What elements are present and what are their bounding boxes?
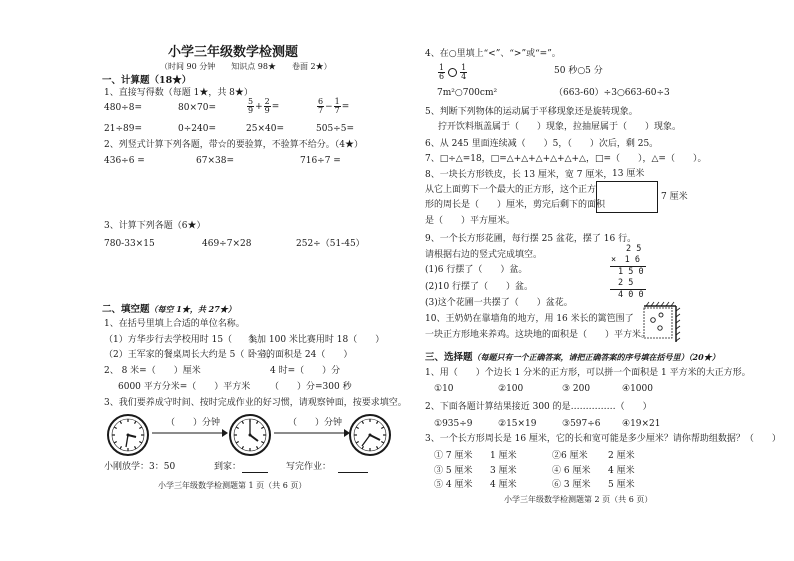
s2-q1: 1、在括号里填上合适的单位名称。 — [104, 319, 245, 329]
s2-q1-line1b: 参加 100 米比赛用时 18（ ） — [248, 335, 385, 345]
choice-3-opt-2a: ②6 厘米 — [552, 451, 588, 461]
q9-2: (2)10 行摆了（ ）盆。 — [425, 282, 534, 292]
s2-q1-line2b: 卧室的面积是 24（ ） — [248, 350, 353, 360]
choice-3-opt-2b: 2 厘米 — [608, 451, 635, 461]
arrow-label-2: （ ）分钟 — [288, 418, 343, 428]
choice-1-opt-b: ②100 — [498, 384, 524, 394]
s2-q2b: 4 时=（ ）分 — [270, 366, 341, 376]
q5a: 拧开饮料瓶盖属于（ ）现象，拉抽屉属于（ ）现象。 — [438, 122, 682, 132]
choice-3-opt-6a: ⑥ 3 厘米 — [552, 480, 591, 490]
s1-q1: 1、直接写得数（每题 1★，共 8★） — [104, 88, 253, 98]
choice-3-opt-4a: ④ 6 厘米 — [552, 466, 591, 476]
calc-7: 25×40= — [246, 124, 284, 134]
arrow-icon-1 — [152, 428, 228, 438]
choice-3-opt-5b: 4 厘米 — [490, 480, 517, 490]
q5: 5、判断下列物体的运动属于平移现象还是旋转现象。 — [425, 107, 638, 117]
calc-4: $\frac{6}{7}$ − $\frac{1}{7}$ = — [318, 97, 350, 115]
calc-1: 480÷8= — [104, 103, 142, 113]
choice-2: 2、下面各题计算结果接近 300 的是……………（ ） — [425, 402, 652, 412]
q9-line2: 请根据右边的竖式完成填空。 — [425, 250, 543, 260]
arrive-home-label: 到家： — [214, 462, 242, 472]
vertical-row-4: 2 5 — [618, 278, 634, 288]
rect-length-label: 13 厘米 — [612, 169, 645, 179]
q10-line1: 10、王奶奶在靠墙角的地方，用 16 米长的篱笆围了 — [425, 314, 634, 324]
choice-3-opt-3b: 3 厘米 — [490, 466, 517, 476]
q8-line4: 是（ ）平方厘米。 — [425, 216, 516, 226]
s2-q3: 3、我们要养成守时间、按时完成作业的好习惯，请观察钟面，按要求填空。 — [104, 398, 407, 408]
page-footer-1: 小学三年级数学检测题第 1 页（共 6 页） — [158, 481, 307, 490]
choice-3-opt-6b: 5 厘米 — [608, 480, 635, 490]
mixed-2: 469÷7×28 — [202, 239, 252, 249]
choice-2-opt-b: ②15×19 — [498, 419, 537, 429]
q9-line1: 9、一个长方形花圃，每行摆 25 盆花，摆了 16 行。 — [425, 234, 637, 244]
vertical-1: 436÷6 = — [104, 156, 145, 166]
s1-q3: 3、计算下列各题（6★） — [104, 221, 206, 231]
s2-q1-line1a: （1）方华步行去学校用时 15（ ）， — [104, 335, 264, 345]
q9-1: (1)6 行摆了（ ）盆。 — [425, 265, 528, 275]
vertical-row-2: × 1 6 — [611, 255, 640, 265]
vertical-row-1: 2 5 — [626, 244, 642, 254]
section-1-heading: 一、计算题（18★） — [102, 75, 192, 86]
exam-info: （时间 90 分钟 知识点 98★ 卷面 2★） — [160, 62, 332, 71]
choice-1-opt-c: ③ 200 — [562, 384, 591, 394]
page-footer-2: 小学三年级数学检测题第 2 页（共 6 页） — [504, 495, 653, 504]
clock-icon-2 — [228, 413, 272, 457]
q8-line1: 8、一块长方形铁皮，长 13 厘米，宽 7 厘米， — [425, 170, 613, 180]
choice-3-opt-1b: 1 厘米 — [490, 451, 517, 461]
choice-3-opt-5a: ⑤ 4 厘米 — [434, 480, 473, 490]
calc-5: 21÷89= — [104, 124, 142, 134]
choice-1-opt-a: ①10 — [434, 384, 454, 394]
section-2-heading: 二、填空题（每空 1★，共 27★） — [102, 304, 236, 315]
q7: 7、□÷△=18，□=△+△+△+△+△+△，□=（ ），△=（ ）。 — [425, 154, 707, 164]
rect-width-label: 7 厘米 — [661, 192, 688, 202]
mixed-3: 252÷（51-45） — [296, 239, 365, 249]
calc-2: 80×70= — [178, 103, 216, 113]
q6: 6、从 245 里面连续减（ ）5，（ ）次后，剩 25。 — [425, 139, 659, 149]
vertical-3: 716÷7 = — [300, 156, 341, 166]
mixed-1: 780-33×15 — [104, 239, 155, 249]
page-title: 小学三年级数学检测题 — [168, 45, 299, 60]
arrow-icon-2 — [274, 428, 350, 438]
choice-2-opt-d: ④19×21 — [622, 419, 661, 429]
calc-3: $\frac{5}{9}$ + $\frac{2}{9}$ = — [248, 97, 280, 115]
leave-school-time: 小刚放学：3：50 — [104, 462, 176, 472]
arrow-label-1: （ ）分钟 — [166, 418, 221, 428]
s2-q2d: （ ）分=300 秒 — [270, 382, 352, 392]
q9-3: (3)这个花圃一共摆了（ ）盆花。 — [425, 298, 573, 308]
q4b: 50 秒○5 分 — [554, 66, 603, 76]
choice-3-opt-3a: ③ 5 厘米 — [434, 466, 473, 476]
choice-3: 3、一个长方形周长是 16 厘米，它的长和宽可能是多少厘米？请你帮助组数据？（ ） — [425, 434, 781, 444]
s1-q2: 2、列竖式计算下列各题，带☆的要验算，不验算不给分。（4★） — [104, 140, 363, 150]
clock-icon-1 — [106, 413, 150, 457]
choice-1-opt-d: ④1000 — [622, 384, 653, 394]
q4d: （663-60）÷3○663-60÷3 — [554, 88, 670, 98]
q10-line2: 一块正方形地来养鸡。这块地的面积是（ ）平方米。 — [425, 330, 651, 340]
vertical-2: 67×38= — [196, 156, 234, 166]
q4c: 7m²○700cm² — [437, 88, 498, 98]
section-3-heading: 三、选择题（每题只有一个正确答案，请把正确答案的序号填在括号里）（20★） — [425, 352, 720, 363]
q8-line2: 从它上面剪下一个最大的正方形，这个正方 — [425, 185, 597, 195]
q4-instruction: 4、在○里填上“<”、“>”或“=”。 — [425, 49, 561, 59]
q8-line3: 形的周长是（ ）厘米，剪完后剩下的面积 — [425, 200, 606, 210]
choice-3-opt-1a: ① 7 厘米 — [434, 451, 473, 461]
choice-2-opt-a: ①935÷9 — [434, 419, 473, 429]
choice-1: 1、用（ ）个边长 1 分米的正方形，可以拼一个面积是 1 平方米的大正方形。 — [425, 368, 751, 378]
calc-8: 505÷5= — [316, 124, 354, 134]
wall-corner-figure — [638, 302, 682, 344]
s2-q2a: 2、 8 米=（ ）厘米 — [104, 366, 201, 376]
finish-homework-label: 写完作业： — [286, 462, 332, 472]
q4a: $\frac{1}{6}$ $\frac{1}{4}$ — [439, 63, 467, 81]
calc-6: 0÷240= — [178, 124, 216, 134]
choice-2-opt-c: ③597÷6 — [562, 419, 601, 429]
vertical-row-3: 1 5 0 — [618, 267, 644, 277]
s2-q2c: 6000 平方分米=（ ）平方米 — [118, 382, 251, 392]
compare-circle — [448, 68, 457, 77]
rectangle-figure — [596, 181, 658, 213]
s2-q1-line2a: （2）王军家的餐桌周长大约是 5（ ）， — [104, 350, 276, 360]
choice-3-opt-4b: 4 厘米 — [608, 466, 635, 476]
answer-line — [242, 472, 268, 473]
vertical-row-5: 4 0 0 — [618, 290, 644, 300]
clock-icon-3 — [348, 413, 392, 457]
answer-line — [338, 472, 368, 473]
